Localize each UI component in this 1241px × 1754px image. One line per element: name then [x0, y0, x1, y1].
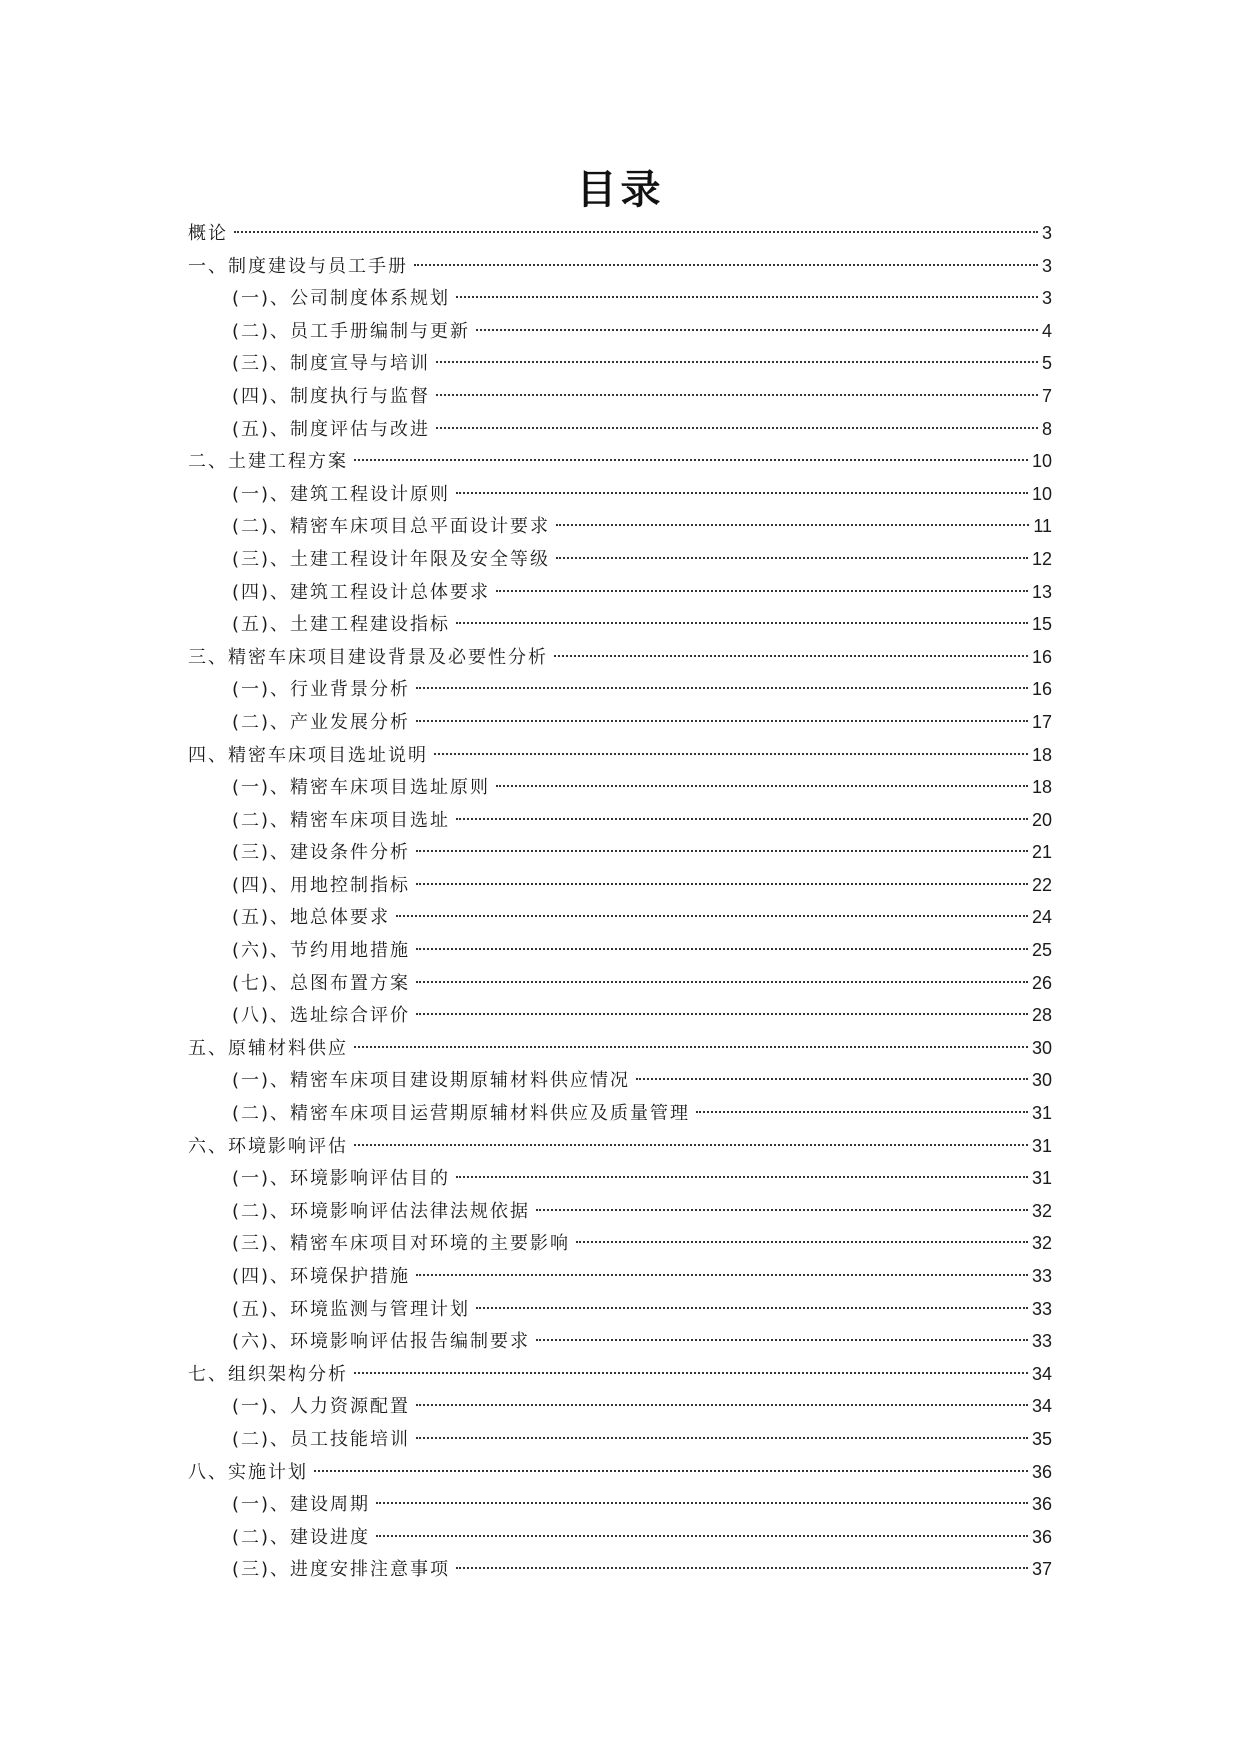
toc-page-number: 24: [1031, 907, 1052, 928]
toc-chapter-entry[interactable]: [188, 217, 1052, 250]
toc-entry-label: (六)、节约用地措施: [232, 940, 411, 962]
dot-leader: [396, 915, 1028, 917]
toc-chapter-entry[interactable]: [188, 445, 1052, 478]
toc-page-number: 34: [1031, 1363, 1052, 1384]
toc-page-number: 15: [1031, 614, 1052, 635]
toc-section-entry[interactable]: [188, 771, 1052, 804]
toc-entry-label: (三)、土建工程设计年限及安全等级: [232, 548, 551, 570]
toc-page-number: 11: [1033, 516, 1052, 537]
dot-leader: [456, 818, 1028, 820]
toc-entry-label: 二、土建工程方案: [188, 451, 348, 473]
dot-leader: [314, 1470, 1028, 1472]
toc-section-entry[interactable]: [188, 576, 1052, 609]
toc-page-number: 35: [1031, 1428, 1052, 1449]
toc-entry-label: (八)、选址综合评价: [232, 1005, 411, 1027]
toc-section-entry[interactable]: [188, 967, 1052, 1000]
toc-page-number: 32: [1031, 1200, 1052, 1221]
dot-leader: [416, 1437, 1028, 1439]
dot-leader: [416, 1404, 1028, 1406]
table-of-contents: [188, 217, 1052, 1586]
toc-entry-label: (六)、环境影响评估报告编制要求: [232, 1331, 531, 1353]
toc-section-entry[interactable]: [188, 315, 1052, 348]
toc-page-number: 3: [1041, 255, 1052, 276]
dot-leader: [456, 1176, 1028, 1178]
dot-leader: [636, 1078, 1028, 1080]
toc-entry-label: 三、精密车床项目建设背景及必要性分析: [188, 646, 548, 668]
toc-page-number: 16: [1031, 646, 1052, 667]
page-title: 目录: [576, 167, 665, 213]
dot-leader: [436, 427, 1038, 429]
toc-section-entry[interactable]: [188, 934, 1052, 967]
toc-page-number: 36: [1031, 1526, 1052, 1547]
dot-leader: [554, 655, 1028, 657]
toc-page-number: 26: [1031, 972, 1052, 993]
toc-page-number: 20: [1031, 809, 1052, 830]
dot-leader: [476, 1307, 1028, 1309]
toc-entry-label: 六、环境影响评估: [188, 1135, 348, 1157]
toc-chapter-entry[interactable]: [188, 1032, 1052, 1065]
toc-chapter-entry[interactable]: [188, 1358, 1052, 1391]
toc-section-entry[interactable]: [188, 673, 1052, 706]
toc-section-entry[interactable]: [188, 999, 1052, 1032]
dot-leader: [416, 720, 1028, 722]
toc-page-number: 18: [1031, 777, 1052, 798]
toc-section-entry[interactable]: [188, 1390, 1052, 1423]
dot-leader: [416, 1013, 1028, 1015]
toc-entry-label: (一)、公司制度体系规划: [232, 288, 451, 310]
toc-entry-label: (一)、建筑工程设计原则: [232, 483, 451, 505]
dot-leader: [456, 492, 1028, 494]
toc-page-number: 25: [1031, 940, 1052, 961]
dot-leader: [414, 264, 1038, 266]
dot-leader: [456, 1567, 1028, 1569]
dot-leader: [496, 785, 1028, 787]
toc-entry-label: (二)、员工手册编制与更新: [232, 320, 471, 342]
dot-leader: [556, 557, 1028, 559]
dot-leader: [556, 524, 1029, 526]
toc-entry-label: 八、实施计划: [188, 1461, 308, 1483]
toc-entry-label: 五、原辅材料供应: [188, 1037, 348, 1059]
dot-leader: [416, 883, 1028, 885]
dot-leader: [376, 1502, 1028, 1504]
toc-page-number: 36: [1031, 1461, 1052, 1482]
dot-leader: [354, 1144, 1028, 1146]
toc-section-entry[interactable]: [188, 804, 1052, 837]
toc-entry-label: (五)、环境监测与管理计划: [232, 1298, 471, 1320]
toc-page-number: 32: [1031, 1233, 1052, 1254]
toc-entry-label: (三)、进度安排注意事项: [232, 1559, 451, 1581]
toc-entry-label: (一)、人力资源配置: [232, 1396, 411, 1418]
dot-leader: [234, 231, 1038, 233]
toc-page-number: 3: [1041, 288, 1052, 309]
toc-section-entry[interactable]: [188, 1260, 1052, 1293]
toc-section-entry[interactable]: [188, 1325, 1052, 1358]
toc-page-number: 30: [1031, 1037, 1052, 1058]
toc-entry-label: (五)、制度评估与改进: [232, 418, 431, 440]
toc-entry-label: 概论: [188, 223, 228, 244]
dot-leader: [696, 1111, 1028, 1113]
toc-page-number: 30: [1031, 1070, 1052, 1091]
toc-section-entry[interactable]: [188, 836, 1052, 869]
toc-entry-label: (四)、建筑工程设计总体要求: [232, 581, 491, 603]
toc-page-number: 33: [1031, 1266, 1052, 1286]
toc-page-number: 31: [1031, 1168, 1052, 1189]
toc-section-entry[interactable]: [188, 347, 1052, 380]
dot-leader: [416, 850, 1028, 852]
toc-page-number: 31: [1031, 1103, 1052, 1124]
toc-page-number: 12: [1031, 548, 1052, 569]
toc-entry-label: (二)、建设进度: [232, 1526, 371, 1548]
toc-entry-label: 七、组织架构分析: [188, 1363, 348, 1385]
toc-page-number: 7: [1041, 385, 1052, 406]
dot-leader: [416, 687, 1028, 689]
toc-entry-label: (一)、精密车床项目选址原则: [232, 777, 491, 799]
toc-entry-label: (一)、精密车床项目建设期原辅材料供应情况: [232, 1070, 631, 1092]
toc-page-number: 3: [1041, 223, 1052, 243]
toc-chapter-entry[interactable]: [188, 641, 1052, 674]
toc-entry-label: 四、精密车床项目选址说明: [188, 744, 428, 766]
dot-leader: [456, 296, 1038, 298]
toc-section-entry[interactable]: [188, 869, 1052, 902]
toc-page-number: 37: [1031, 1559, 1052, 1580]
toc-page-number: 28: [1031, 1005, 1052, 1026]
toc-section-entry[interactable]: [188, 608, 1052, 641]
toc-page-number: 33: [1031, 1331, 1052, 1352]
toc-entry-label: (一)、行业背景分析: [232, 679, 411, 701]
toc-page-number: 21: [1031, 842, 1052, 863]
toc-section-entry[interactable]: [188, 380, 1052, 413]
toc-section-entry[interactable]: [188, 1064, 1052, 1097]
dot-leader: [416, 1274, 1028, 1276]
toc-section-entry[interactable]: [188, 1097, 1052, 1130]
toc-entry-label: (一)、建设周期: [232, 1494, 371, 1516]
toc-page-number: 36: [1031, 1494, 1052, 1515]
toc-entry-label: 一、制度建设与员工手册: [188, 255, 408, 277]
toc-section-entry[interactable]: [188, 1423, 1052, 1456]
toc-entry-label: (二)、精密车床项目总平面设计要求: [232, 516, 551, 538]
toc-chapter-entry[interactable]: [188, 739, 1052, 772]
dot-leader: [354, 459, 1028, 461]
toc-section-entry[interactable]: [188, 1521, 1052, 1554]
dot-leader: [416, 948, 1028, 950]
toc-chapter-entry[interactable]: [188, 1130, 1052, 1163]
toc-page-number: 16: [1031, 679, 1052, 700]
dot-leader: [416, 981, 1028, 983]
dot-leader: [436, 361, 1038, 363]
dot-leader: [354, 1046, 1028, 1048]
toc-section-entry[interactable]: [188, 543, 1052, 576]
toc-page-number: 22: [1031, 874, 1052, 895]
toc-chapter-entry[interactable]: [188, 250, 1052, 283]
dot-leader: [536, 1339, 1028, 1341]
toc-entry-label: (四)、用地控制指标: [232, 874, 411, 896]
toc-entry-label: (四)、制度执行与监督: [232, 385, 431, 407]
toc-section-entry[interactable]: [188, 413, 1052, 446]
toc-page-number: 5: [1041, 353, 1052, 374]
toc-entry-label: (五)、地总体要求: [232, 907, 391, 929]
toc-entry-label: (二)、员工技能培训: [232, 1428, 411, 1450]
toc-page-number: 13: [1031, 581, 1052, 602]
dot-leader: [436, 394, 1038, 396]
dot-leader: [354, 1372, 1028, 1374]
toc-entry-label: (三)、精密车床项目对环境的主要影响: [232, 1233, 571, 1255]
toc-section-entry[interactable]: [188, 1553, 1052, 1586]
toc-section-entry[interactable]: [188, 1488, 1052, 1521]
toc-page-number: 34: [1031, 1396, 1052, 1417]
toc-page-number: 17: [1031, 711, 1052, 732]
toc-section-entry[interactable]: [188, 282, 1052, 315]
toc-section-entry[interactable]: [188, 1227, 1052, 1260]
toc-page-number: 33: [1031, 1298, 1052, 1319]
toc-entry-label: (三)、制度宣导与培训: [232, 353, 431, 375]
toc-entry-label: (四)、环境保护措施: [232, 1266, 411, 1287]
toc-entry-label: (二)、环境影响评估法律法规依据: [232, 1200, 531, 1222]
toc-page-number: 18: [1031, 744, 1052, 765]
toc-entry-label: (二)、精密车床项目运营期原辅材料供应及质量管理: [232, 1103, 691, 1125]
toc-entry-label: (一)、环境影响评估目的: [232, 1168, 451, 1190]
dot-leader: [456, 622, 1028, 624]
toc-section-entry[interactable]: [188, 1162, 1052, 1195]
dot-leader: [434, 753, 1028, 755]
toc-entry-label: (七)、总图布置方案: [232, 972, 411, 994]
dot-leader: [496, 590, 1028, 592]
toc-section-entry[interactable]: [188, 901, 1052, 934]
dot-leader: [376, 1535, 1028, 1537]
dot-leader: [476, 329, 1038, 331]
dot-leader: [576, 1241, 1028, 1243]
dot-leader: [536, 1209, 1028, 1211]
toc-page-number: 10: [1031, 451, 1052, 472]
toc-entry-label: (五)、土建工程建设指标: [232, 614, 451, 636]
toc-entry-label: (二)、产业发展分析: [232, 711, 411, 733]
toc-entry-label: (三)、建设条件分析: [232, 842, 411, 864]
toc-page-number: 8: [1041, 418, 1052, 439]
toc-entry-label: (二)、精密车床项目选址: [232, 809, 451, 831]
toc-page-number: 31: [1031, 1135, 1052, 1156]
toc-page-number: 4: [1041, 320, 1052, 341]
toc-section-entry[interactable]: [188, 478, 1052, 511]
toc-chapter-entry[interactable]: [188, 1456, 1052, 1489]
toc-section-entry[interactable]: [188, 1195, 1052, 1228]
toc-section-entry[interactable]: [188, 510, 1052, 543]
toc-section-entry[interactable]: [188, 1293, 1052, 1326]
toc-page-number: 10: [1031, 483, 1052, 504]
toc-section-entry[interactable]: [188, 706, 1052, 739]
